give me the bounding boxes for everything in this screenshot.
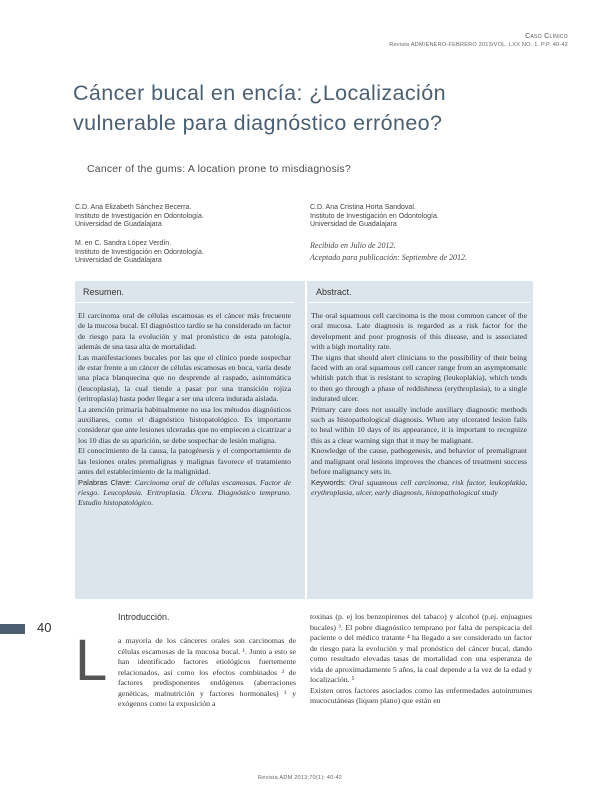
keywords-label: Keywords: [311, 477, 347, 487]
received-date: Recibido en Julio de 2012. [310, 241, 396, 250]
keywords-label: Palabras Clave: [78, 477, 132, 487]
author-name: C.D. Ana Elizabeth Sánchez Becerra. [75, 204, 192, 211]
resumen-paragraph: El carcinoma oral de células escamosas es el cáncer más frecuente de la mucosa bucal. El diagnóstico tardío se ha considerado un factor de riesgo para la evolución y mal pronóstico de esta patología, además de una tasa alta de mortalidad. [78, 311, 291, 352]
resumen-column [75, 281, 294, 599]
resumen-body [75, 303, 294, 509]
accepted-date: Aceptado para publicación: Septiembre de 2012. [310, 253, 467, 262]
abstract-box [75, 281, 533, 599]
abstract-paragraph: The oral squamous cell carcinoma is the most common cancer of the oral mucosa. Late diagnosis is regarded as a risk factor for the development and poor prognosis of this disease, and is associated with a high mortality rate. [311, 311, 527, 352]
author-institution: Instituto de Investigación en Odontología. [75, 212, 204, 220]
drop-cap: L [75, 628, 108, 693]
author-university: Universidad de Guadalajara [75, 221, 162, 229]
journal-citation: Revista ADM/ENERO-FEBRERO 2013/VOL. LXX NO. 1. P.P. 40-42 [389, 42, 568, 48]
author-block [75, 204, 204, 230]
column-divider [305, 281, 307, 599]
intro-paragraph: Existen otros factores asociados como las enfermedades autoinmunes mucocutáneas (liquen plano) que están en [310, 685, 532, 705]
page-number-bar [0, 624, 25, 634]
author-block [75, 240, 204, 266]
article-title: Cáncer bucal en encía: ¿Localización vulnerable para diagnóstico erróneo? [73, 81, 446, 135]
resumen-paragraph: La atención primaria habitualmente no usa los métodos diagnósticos auxiliares, como el diagnóstico histopatológico. Es importante considerar que ante lesiones ulceradas que no empiecen a cicatrizar a los 10 días de su aparición, se debe sospechar de lesión maligna. [78, 404, 291, 445]
abstract-paragraph: Knowledge of the cause, pathogenesis, and behavior of premalignant and malignant oral lesions improves the chances of treatment success before malignancy sets in. [311, 446, 527, 477]
intro-column-left [118, 636, 296, 710]
intro-heading: Introducción. [118, 612, 170, 622]
abstract-paragraph: Primary care does not usually include auxiliary diagnostic methods such as histopathological diagnosis. When any ulcerated lesion fails to heal within 10 days of its appearance, it is important to recognize this as a clear warning sign that it may be malignant. [311, 404, 527, 445]
resumen-heading: Resumen. [75, 281, 294, 303]
author-institution: Instituto de Investigación en Odontología. [310, 212, 439, 220]
abstract-body [308, 303, 530, 498]
abstract-paragraph: The signs that should alert clinicians to the possibility of their being faced with an oral squamous cell cancer range from an asymptomatic whitish patch that is resistant to scraping (leukoplakia), which tends to then go through a phase of reddishness (erythroplasia), to a single indurated ulcer. [311, 352, 527, 404]
author-name: C.D. Ana Cristina Horta Sandoval. [310, 204, 416, 211]
page-footer: Revista ADM 2013;70(1): 40-42 [257, 775, 343, 781]
author-block [310, 204, 439, 230]
author-name: M. en C. Sandra López Verdín. [75, 240, 172, 247]
page-number: 40 [37, 620, 52, 635]
keywords-text: Carcinoma oral de células escamosas. Factor de riesgo. Leucoplasia. Eritroplasia. Úlcera. Diagnóstico temprano. Estudio histopatológico. [78, 477, 291, 508]
intro-column-right [310, 612, 532, 707]
abstract-column [308, 281, 530, 599]
abstract-keywords [311, 478, 527, 499]
abstract-heading: Abstract. [308, 281, 530, 303]
author-university: Universidad de Guadalajara [75, 257, 162, 265]
resumen-keywords [78, 478, 291, 509]
author-university: Universidad de Guadalajara [310, 221, 397, 229]
section-label: Caso Clínico [525, 33, 568, 40]
article-subtitle: Cancer of the gums: A location prone to misdiagnosis? [87, 163, 351, 175]
resumen-paragraph: El conocimiento de la causa, la patogénesis y el comportamiento de las lesiones orales premalignas y malignas favorece el tratamiento antes del establecimiento de la malignidad. [78, 446, 291, 477]
resumen-paragraph: Las manifestaciones bucales por las que el clínico puede sospechar de estar frente a un cáncer de células escamosas en boca, varía desde una placa blanquecina que no desprende al raspado, asintomática (leucoplasia), la cual tiende a pasar por una transición rojiza (eritroplasia) hasta poder llegar a ser una ulcera indurada aislada. [78, 352, 291, 404]
author-institution: Instituto de Investigación en Odontología. [75, 248, 204, 256]
publication-dates [310, 240, 467, 264]
intro-paragraph: toxinas (p. ej los benzopirenos del tabaco) y alcohol (p.ej. enjuagues bucales) ³. El pobre diagnóstico temprano por falta de perspicacia del paciente o del médico tratante ⁴ ha llegado a ser considerado un factor de riesgo para la evolución y mal pronóstico del cáncer bucal, dando como resultado elevadas tasas de mortalidad con una esperanza de vida de aproximadamente 5 años, la cual depende a la vez de la edad y localización. ⁵ [310, 612, 532, 684]
keywords-text: Oral squamous cell carcinoma, risk factor, leukoplakia, erythroplasia, ulcer, early diagnosis, histopathological study [311, 477, 528, 497]
intro-paragraph: a mayoría de los cánceres orales son carcinomas de células escamosas de la mucosa bucal. ¹. Junto a esto se han identificado factores etiológicos fuertemente relacionados, así como los efectos combinados ² de factores predisponentes endógenos (aberraciones genéticas, malnutrición y factores hormonales) ³ y exógenos como la exposición a [118, 636, 296, 708]
